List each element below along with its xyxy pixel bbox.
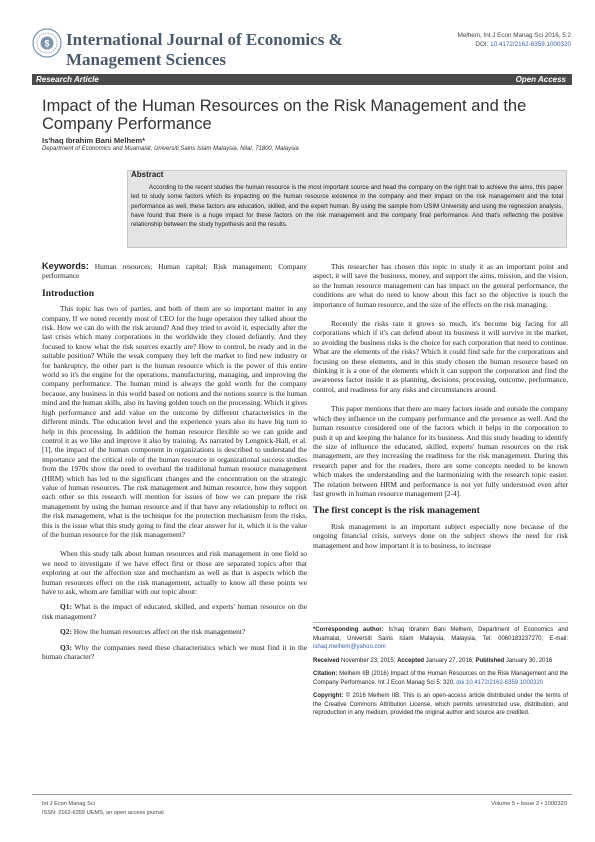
left-column: [42, 262, 307, 661]
header-doi: [458, 40, 571, 49]
intro-paragraph-1: This topic has two of parties, and both of them are so important matter in any company. If we noted recently most of CEO for the huge operation they talked about the risk. How we can do with the risk around? And they tried to avoid it, especially after the last crisis which many corporations in the worldwide they closed defiantly. And they focused to know what the risk sources exactly are? How to control, be ready and in the suitable position? While the weak company they left the market to find new industry or for bankruptcy, the other part is the human resource which is the power of this entire world so it's the engine for the operations, manufacturing, managing, and improving the company performance. The human mind is always the gold worth for the company because, any business in this world based on notions and the notions source is the human mind and the human skills, also its having golden touch on the processing. Which it gives high performance and add value on the outcome by different characteristics in the different minds. The education level and the experience years also its have big turn to help in this processing. In addition the human resource flexible so we can guide and control it as we like and improve it also by training. As narrated by Lengnick-Hall, et al. [1], the impact of the human component in organizations is described to understand the importance and the critical role of the human resource in organizational success studies from the 1970s show the need to overhaul the traditional human resource management (HRM) which has led to the significant changes and the concentration on the strategic value of human resources. The risk management and human resource, how they support each other so this research will mention for issues of how we can prepare the risk management by using the human resource and if that have any relationship to reflect on the risk management, what is the technique for the protection mechanism from the risks, this is the issue what this study going to find the clear answer for it, which it is the value of the human resource for the risk management?: [42, 304, 307, 539]
received-label: Received: [313, 657, 340, 664]
dates-line: [313, 657, 568, 666]
risk-management-heading: The first concept is the risk management: [313, 505, 480, 517]
citation-label: Citation:: [313, 671, 338, 677]
open-access-label: Open Access: [515, 75, 566, 84]
copyright-text: © 2016 Melhem IIB. This is an open-access article distributed under the terms of the Creative Commons Attribution License, which permits unrestricted use, distribution, and reproduction in any medium, provided the original author and source are credited.: [313, 693, 568, 716]
footer-issn: ISSN: 2162-6359 IJEMS, an open access journal: [42, 809, 164, 816]
right-paragraph-2: Recently the risks rate it grows so much, it's become big facing for all corporations which if it's can defend about its business it will survive in the market, so avoiding the business risks is the choice for each corporation that need to continue. What are the elements of the risks? Which it could find safe for the corporations and focusing on these elements, and in this study chosen the human resource based on thinking it is a one of the elements which it can support the corporation and find the awareness factor inside it as planning, decisions, processing, outcome, performance, control, and readiness for any risks and circumstances around.: [313, 319, 568, 394]
keywords-label: Keywords:: [42, 261, 89, 271]
citation-line: [313, 670, 568, 687]
copyright-label: Copyright:: [313, 693, 344, 699]
copyright-line: [313, 692, 568, 718]
question-1-label: Q1:: [60, 602, 72, 612]
research-article-label: Research Article: [36, 75, 99, 84]
article-type-bar: [32, 74, 572, 85]
journal-title: International Journal of Economics & Management Sciences: [66, 30, 343, 69]
header-citation: Melhem, Int J Econ Manag Sci 2016, 5:2: [457, 32, 571, 39]
paper-title: Impact of the Human Resources on the Risk Management and the Company Performance: [42, 97, 527, 133]
right-paragraph-3: This paper mentions that there are many factors inside and outside the company which they influence on the company performance and the presence as well. And the human resource considered one of the factors which it helps in the corporation to push it up and keeping the balance for its business. And this study heading to identify the size of influence the educated, skilled, experts' human resources on the risk management, are they increasing the readiness for the risk management. During this research paper and for the readers, there are some concepts needed to be known which makes the understanding and the harmonizing with the research topic easier. The relation between HRM and performance is not yet fully understood even after fast growth in human resource management [2-4].: [313, 404, 568, 498]
question-3: [42, 643, 307, 662]
header-meta: [458, 31, 571, 49]
svg-text:$: $: [44, 38, 50, 49]
correspondence-divider: [313, 622, 568, 623]
keywords-text: Human resources; Human capital; Risk management; Company performance: [42, 262, 307, 281]
abstract-text: According to the recent studies the human resource is the most important source and head the company on the right trail to achieve the aims, this paper led to study some factors which its impacting on the human resource existence in the company and their impact on the risk management and the total performance as well, these factors are education, skilled, and the expert human. By using the sample from USIM University and using the regression analysis, have found that there is a huge impact for these factors on the risk management and the company final performance. And that's reflecting the positive relationship between the study hypothesis and the results.: [131, 184, 563, 229]
author-name: Is'haq Ibrahim Bani Melhem*: [42, 136, 146, 145]
author-email-link[interactable]: ishaq.melhem@yahoo.com: [313, 644, 386, 650]
right-paragraph-4: Risk management is an important subject especially now because of the ongoing financial crisis, surveys done on the subject shows the need for risk management and how important it is to business, to increase: [313, 521, 568, 550]
footer-journal-info: [42, 800, 164, 817]
keywords: [42, 262, 307, 281]
correspondence-block: [313, 626, 568, 723]
corresponding-author: [313, 626, 568, 652]
question-1-text: What is the impact of educated, skilled, and experts' human resource on the risk management?: [42, 602, 307, 621]
question-2-label: Q2:: [60, 627, 72, 637]
citation-doi-link[interactable]: doi:10.4172/2162-6359.1000320: [456, 679, 544, 686]
question-2: [42, 627, 307, 636]
footer-journal-name: Int J Econ Manag Sci: [42, 801, 95, 807]
question-3-text: Why the companies need these characteristics which we must find it in the human character?: [42, 642, 307, 662]
question-2-text: How the human resources affect on the risk management?: [73, 627, 246, 637]
doi-link[interactable]: 10.4172/2162-6359.1000320: [490, 41, 571, 48]
question-1: [42, 602, 307, 621]
introduction-heading: Introduction: [42, 287, 95, 299]
question-3-label: Q3:: [60, 642, 72, 652]
right-paragraph-1: This researcher has chosen this topic to study it as an important point and aspect, it will save the business, money, and support the aims, mission, and the vision, so the human resource management can has impact on the general performance, the conditions are what do need to know about this fact so the objective is touch the importance of human resource, and the size of the effects on the risk managing.: [313, 262, 568, 309]
published-date: January 30, 2016: [505, 657, 553, 664]
intro-paragraph-2: When this study talk about human resources and risk management in one field so we need to investigate if we have effect first or those are separated topics after that exploring at out the affection size and mechanism as well as that is aspects which the human resources effect on the risk management, actually to know all these points we have to ask, whom are familiar with our topic about:: [42, 549, 307, 596]
right-column: [313, 262, 568, 550]
published-label: Published: [475, 657, 505, 664]
corresponding-author-text: Is'haq Ibrahim Bani Melhem, Department of Economics and Muamalat, Universiti Sains Islam Malaysia, Malaysia, Tel: 0060183237270; E-mail:: [313, 627, 568, 642]
received-date: November 23, 2015;: [341, 657, 396, 664]
doi-label: DOI:: [475, 41, 489, 48]
journal-seal-icon: [32, 28, 62, 58]
footer-divider: [32, 794, 572, 795]
citation-text: Melhem IIB (2016) Impact of the Human Resources on the Risk Management and the Company Performance. Int J Econ Manag Sci 5: 320.: [313, 671, 568, 686]
accepted-date: January 27, 2016;: [425, 657, 474, 664]
footer-volume: Volume 5 • Issue 2 • 1000320: [491, 801, 567, 807]
accepted-label: Accepted: [397, 657, 425, 664]
author-affiliation: Department of Economics and Muamalat, Universiti Sains Islam Malaysia, Nilai, 71800, Malaysia: [42, 146, 299, 152]
abstract-heading: Abstract: [131, 170, 164, 179]
corresponding-author-label: *Corresponding author:: [313, 627, 384, 633]
